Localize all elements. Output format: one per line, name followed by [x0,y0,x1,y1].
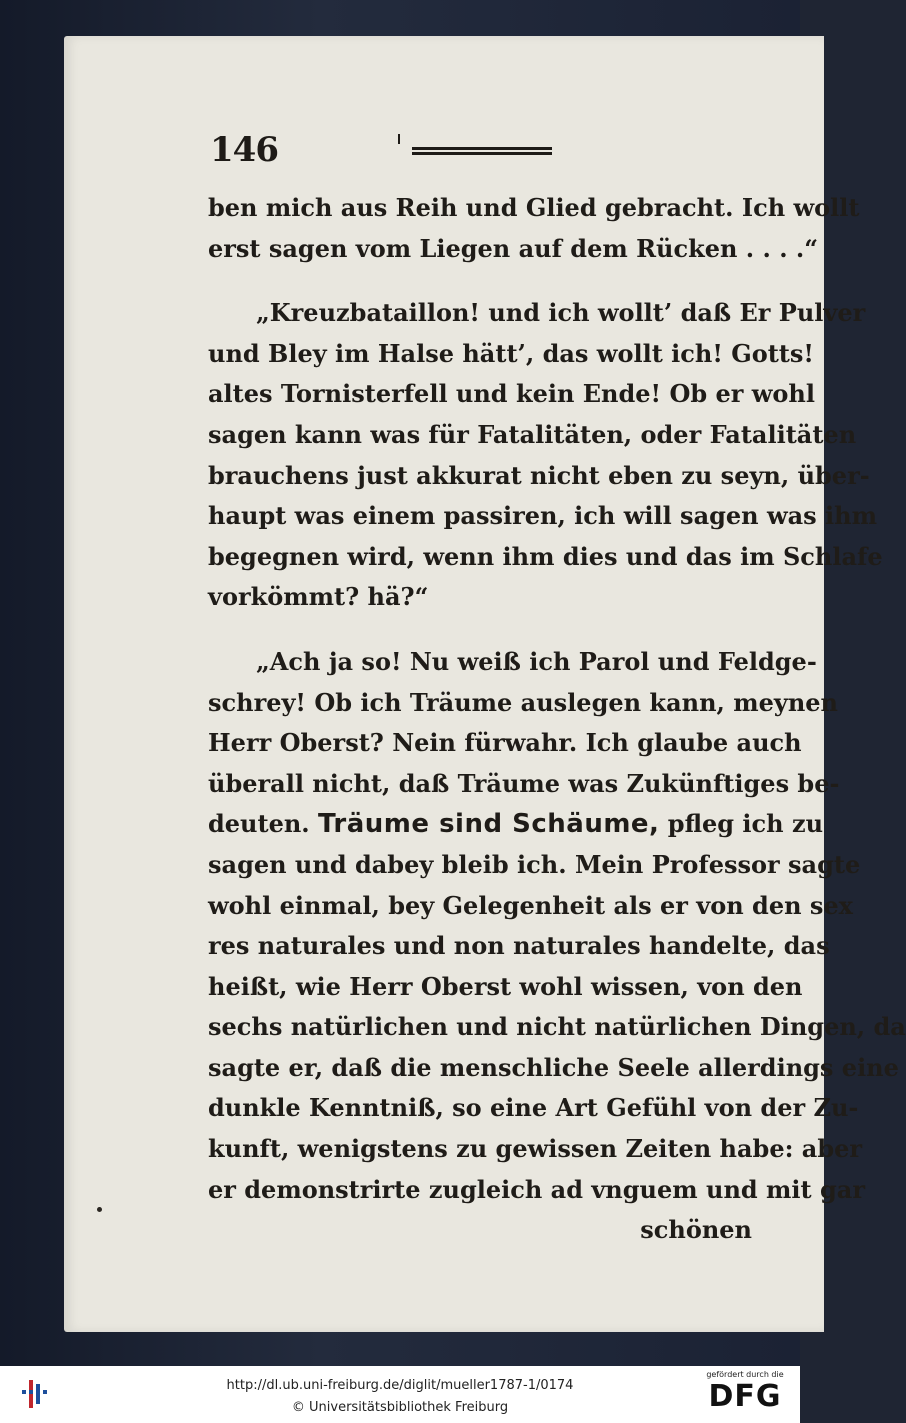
text-line: dunkle Kenntniß, so eine Art Gefühl von der Zu- [208,1093,859,1123]
emphasized-phrase: Träume sind Schäume, [318,809,660,840]
page-number: 146 [210,130,278,170]
text-line: begegnen wird, wenn ihm dies und das im Schlafe [208,541,883,571]
text-line: sechs natürlichen und nicht natürlichen Dingen, da [208,1012,906,1042]
text-line: altes Tornisterfell und kein Ende! Ob er wohl [208,379,815,409]
text-line: brauchens just akkurat nicht eben zu seyn, über- [208,460,870,490]
text-line: schrey! Ob ich Träume auslegen kann, meynen [208,687,838,717]
text-line: kunft, wenigstens zu gewissen Zeiten habe: aber [208,1134,863,1164]
text-line: res naturales und non naturales handelte, das [208,931,830,961]
text-segment: pfleg ich zu [667,809,824,839]
text-line: „Kreuzbataillon! und ich wollt’ daß Er Pulver [256,298,866,328]
text-line: überall nicht, daß Träume was Zukünftiges be- [208,768,840,798]
text-line: sagte er, daß die menschliche Seele allerdings eine [208,1052,899,1082]
text-line: vorkömmt? hä?“ [208,582,429,612]
dfg-wordmark: DFG [708,1379,782,1414]
text-line: wohl einmal, bey Gelegenheit als er von den sex [208,890,853,920]
page-text [208,188,906,1251]
text-line: ben mich aus Reih und Glied gebracht. Ich wollt [208,193,860,222]
ink-spot [97,1207,102,1212]
text-line: und Bley im Halse hätt’, das wollt ich! Gotts! [208,338,814,368]
dfg-logo[interactable] [700,1370,790,1420]
text-line: erst sagen vom Liegen auf dem Rücken . . . .“ [208,233,819,263]
text-line: Herr Oberst? Nein fürwahr. Ich glaube auch [208,728,802,758]
text-segment: deuten. [208,809,310,839]
text-line: haupt was einem passiren, ich will sagen was ihm [208,501,878,531]
text-line: „Ach ja so! Nu weiß ich Parol und Feldge- [256,646,817,676]
printer-mark [398,134,400,144]
text-line: er demonstrirte zugleich ad vnguem und mit gar [208,1174,865,1204]
text-line: sagen kann was für Fatalitäten, oder Fatalitäten [208,419,857,449]
dfg-caption: gefördert durch die [706,1370,784,1379]
footer-bar [0,1366,800,1423]
header-rule [412,147,552,155]
footer-url-link[interactable]: http://dl.ub.uni-freiburg.de/diglit/mueller1787-1/0174 [226,1378,574,1393]
catchword: schönen [640,1215,752,1245]
footer-copyright: © Universitätsbibliothek Freiburg [291,1400,509,1415]
text-line: heißt, wie Herr Oberst wohl wissen, von den [208,971,803,1001]
text-line-emphasis [208,804,824,845]
text-line: sagen und dabey bleib ich. Mein Professor sagte [208,849,861,879]
